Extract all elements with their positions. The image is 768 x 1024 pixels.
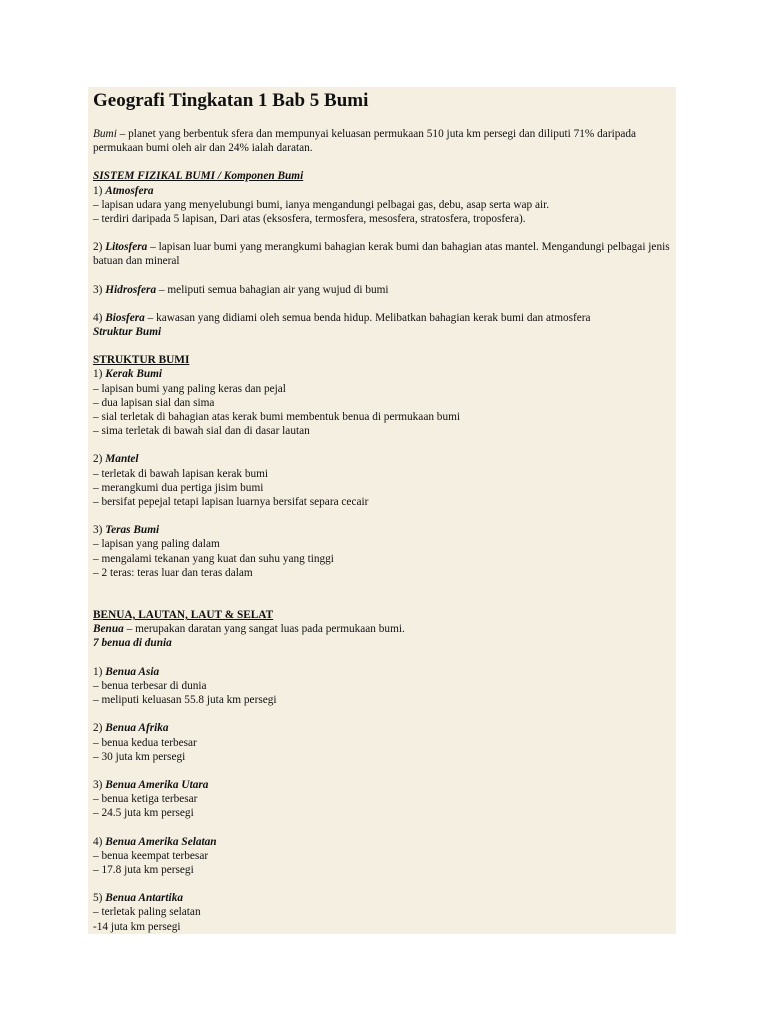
afrika-term: Benua Afrika [105,722,169,735]
litosfera-text: – lapisan luar bumi yang merangkumi bahagian kerak bumi dan bahagian atas mantel. Mengandungi pelbagai jenis batuan dan mineral [93,241,670,268]
hidrosfera-num: 3) [93,283,106,296]
kerak-num: 1) [93,368,106,381]
kerak-line: – sima terletak di bawah sial dan di dasar lautan [93,425,310,438]
afrika-line: – 30 juta km persegi [93,750,186,763]
document-page [88,87,676,934]
biosfera-paragraph [93,311,670,325]
biosfera-term: Biosfera [105,311,145,324]
kerak-line: – dua lapisan sial dan sima [93,396,215,409]
teras-num: 3) [93,524,106,537]
teras-term: Teras Bumi [105,524,160,537]
atmosfera-term: Atmosfera [105,184,154,197]
page-title: Geografi Tingkatan 1 Bab 5 Bumi [93,90,369,111]
section-benua-intro [93,608,670,651]
asia-num: 1) [93,665,106,678]
atmosfera-line: – lapisan udara yang menyelubungi bumi, ianya mengandungi pelbagai gas, debu, asap serta wap air. [93,198,550,211]
antartika-num: 5) [93,892,106,905]
heading-struktur-bumi: STRUKTUR BUMI [93,354,190,367]
section-teras-bumi [93,523,670,580]
intro-term: Bumi [93,128,117,140]
litosfera-num: 2) [93,241,106,254]
section-benua-amerika-utara [93,778,670,821]
amerika-utara-line: – benua ketiga terbesar [93,793,198,806]
amerika-selatan-line: – benua keempat terbesar [93,849,209,862]
afrika-line: – benua kedua terbesar [93,736,197,749]
kerak-line: – lapisan bumi yang paling keras dan pejal [93,382,286,395]
atmosfera-title [93,184,670,198]
biosfera-text: – kawasan yang didiami oleh semua benda hidup. Melibatkan bahagian kerak bumi dan atmosfera [144,311,591,324]
amerika-utara-num: 3) [93,778,106,791]
kerak-line: – sial terletak di bahagian atas kerak bumi membentuk benua di permukaan bumi [93,411,461,424]
benua-def-term: Benua [93,623,124,636]
benua-subheading: 7 benua di dunia [93,637,172,650]
section-atmosfera [93,184,670,227]
mantel-title [93,452,670,466]
kerak-title [93,367,670,381]
document-content [93,90,670,934]
section-mantel [93,452,670,509]
teras-title [93,523,670,537]
atmosfera-line: – terdiri daripada 5 lapisan, Dari atas (eksosfera, termosfera, mesosfera, stratosfera, troposfera). [93,213,526,226]
section-benua-antartika [93,891,670,934]
struktur-bumi-caption: Struktur Bumi [93,326,162,339]
mantel-term: Mantel [105,453,139,466]
intro-text: – planet yang berbentuk sfera dan mempunyai keluasan permukaan 510 juta km persegi dan diliputi 71% daripada permukaan bumi oleh air dan 24% ialah daratan. [93,128,637,155]
section-hidrosfera [93,283,670,297]
teras-line: – 2 teras: teras luar dan teras dalam [93,566,253,579]
spacer [93,594,670,608]
intro-paragraph [93,127,670,155]
afrika-title [93,721,670,735]
mantel-line: – bersifat pepejal tetapi lapisan luarnya bersifat separa cecair [93,496,369,509]
afrika-num: 2) [93,722,106,735]
teras-line: – lapisan yang paling dalam [93,538,220,551]
hidrosfera-term: Hidrosfera [105,283,157,296]
kerak-term: Kerak Bumi [105,368,163,381]
antartika-title [93,891,670,905]
amerika-utara-title [93,778,670,792]
litosfera-term: Litosfera [105,241,148,254]
antartika-term: Benua Antartika [105,892,183,905]
section-kerak-bumi [93,367,670,438]
section-litosfera [93,240,670,268]
section-biosfera [93,311,670,339]
amerika-utara-line: – 24.5 juta km persegi [93,807,194,820]
mantel-line: – terletak di bawah lapisan kerak bumi [93,467,269,480]
amerika-selatan-line: – 17.8 juta km persegi [93,863,194,876]
atmosfera-num: 1) [93,184,106,197]
mantel-num: 2) [93,453,106,466]
antartika-line: – terletak paling selatan [93,906,201,919]
amerika-selatan-num: 4) [93,835,106,848]
heading-sistem-fizikal: SISTEM FIZIKAL BUMI / Komponen Bumi [93,170,304,183]
asia-term: Benua Asia [105,665,160,678]
antartika-line: -14 juta km persegi [93,920,181,933]
amerika-selatan-title [93,835,670,849]
amerika-selatan-term: Benua Amerika Selatan [105,835,217,848]
section-benua-amerika-selatan [93,835,670,878]
biosfera-num: 4) [93,311,106,324]
benua-def-text: – merupakan daratan yang sangat luas pada permukaan bumi. [123,623,405,636]
amerika-utara-term: Benua Amerika Utara [105,778,209,791]
asia-line: – benua terbesar di dunia [93,679,207,692]
section-benua-afrika [93,721,670,764]
section-benua-asia [93,665,670,708]
heading-benua: BENUA, LAUTAN, LAUT & SELAT [93,609,274,622]
mantel-line: – merangkumi dua pertiga jisim bumi [93,481,264,494]
teras-line: – mengalami tekanan yang kuat dan suhu yang tinggi [93,552,334,565]
benua-definition [93,622,670,636]
asia-title [93,665,670,679]
hidrosfera-text: – meliputi semua bahagian air yang wujud di bumi [156,283,389,296]
asia-line: – meliputi keluasan 55.8 juta km persegi [93,694,277,707]
